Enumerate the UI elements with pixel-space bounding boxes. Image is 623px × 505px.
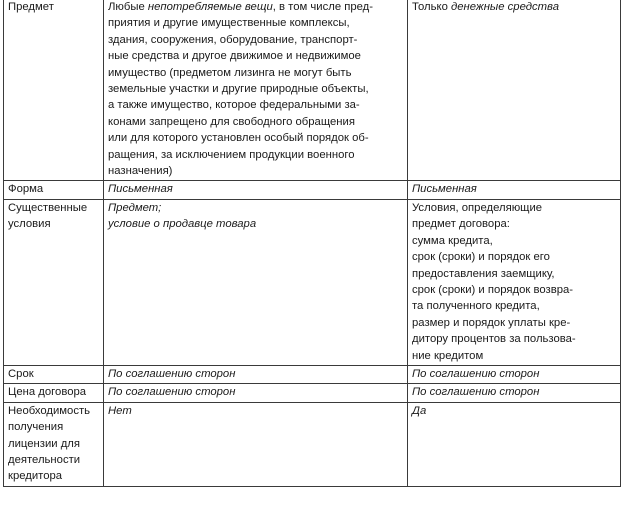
italic-text: По соглашению сторон: [108, 367, 236, 380]
table-row: [4, 0, 621, 181]
plain-text: ращения, за исключением продукции военного: [108, 148, 355, 161]
row-label-line: условия: [8, 218, 51, 231]
cell-line: [412, 331, 617, 347]
row-label-line: получения: [8, 421, 64, 434]
plain-text: Только: [412, 1, 452, 13]
cell-line: [412, 298, 617, 314]
row-label-line: Срок: [8, 367, 34, 380]
cell-line: [412, 366, 617, 382]
leasing-cell: [104, 199, 408, 365]
cell-line: [108, 65, 404, 81]
row-label-line: кредитора: [8, 470, 63, 483]
table-row: [4, 199, 621, 365]
cell-line: [412, 0, 617, 15]
credit-cell: [408, 181, 621, 199]
italic-text: По соглашению сторон: [108, 386, 236, 399]
row-label-line: лицензии для: [8, 437, 81, 450]
italic-text: непотребляемые вещи: [147, 1, 273, 13]
table-row: [4, 365, 621, 383]
cell-line: [108, 366, 404, 382]
row-label-cell: [4, 384, 104, 402]
row-label-cell: [4, 365, 104, 383]
cell-line: [412, 348, 617, 364]
row-label-line: Форма: [8, 183, 44, 196]
cell-line: [108, 114, 404, 130]
plain-text: Условия, определяющие: [412, 201, 543, 214]
comparison-table: [3, 0, 621, 487]
italic-text: По соглашению сторон: [412, 367, 540, 380]
italic-text: денежные средства: [451, 1, 559, 13]
cell-line: [108, 163, 404, 179]
cell-line: [108, 181, 404, 197]
table-row: [4, 402, 621, 486]
plain-text: предоставления заемщику,: [412, 267, 555, 280]
leasing-cell: [104, 402, 408, 486]
leasing-cell: [104, 0, 408, 181]
plain-text: размер и порядок уплаты кре-: [412, 316, 571, 329]
italic-text: По соглашению сторон: [412, 386, 540, 399]
row-label-line: Предмет: [8, 1, 54, 13]
cell-line: [108, 403, 404, 419]
plain-text: конами запрещено для свободного обращения: [108, 115, 355, 128]
plain-text: ные средства и другое движимое и недвижимое: [108, 50, 361, 63]
cell-line: [108, 81, 404, 97]
plain-text: Любые: [108, 1, 148, 13]
credit-cell: [408, 199, 621, 365]
row-label-line: Существенные: [8, 201, 88, 214]
plain-text: та полученного кредита,: [412, 300, 540, 313]
leasing-cell: [104, 384, 408, 402]
plain-text: здания, сооружения, оборудование, транспорт-: [108, 33, 358, 46]
plain-text: предмет договора:: [412, 218, 510, 231]
table-row: [4, 181, 621, 199]
cell-line: [108, 147, 404, 163]
italic-text: Нет: [108, 404, 132, 417]
cell-line: [412, 384, 617, 400]
row-label-cell: [4, 0, 104, 181]
credit-cell: [408, 402, 621, 486]
cell-line: [412, 233, 617, 249]
italic-text: Предмет;: [108, 201, 162, 214]
cell-line: [108, 15, 404, 31]
leasing-cell: [104, 365, 408, 383]
plain-text: имущество (предметом лизинга не могут быть: [108, 66, 352, 79]
plain-text: или для которого установлен особый порядок об-: [108, 132, 369, 145]
table-body: [4, 0, 621, 486]
plain-text: сумма кредита,: [412, 234, 493, 247]
cell-line: [412, 266, 617, 282]
cell-line: [108, 97, 404, 113]
credit-cell: [408, 365, 621, 383]
cell-line: [108, 384, 404, 400]
cell-line: [108, 200, 404, 216]
cell-line: [412, 181, 617, 197]
row-label-cell: [4, 181, 104, 199]
row-label-cell: [4, 199, 104, 365]
credit-cell: [408, 0, 621, 181]
cell-line: [412, 200, 617, 216]
cell-line: [108, 130, 404, 146]
plain-text: , в том числе пред-: [272, 1, 374, 13]
italic-text: Письменная: [412, 183, 477, 196]
credit-cell: [408, 384, 621, 402]
cell-line: [108, 216, 404, 232]
cell-line: [412, 216, 617, 232]
cell-line: [412, 249, 617, 265]
plain-text: ние кредитом: [412, 349, 484, 362]
table-row: [4, 384, 621, 402]
italic-text: условие о продавце товара: [108, 218, 257, 231]
plain-text: приятия и другие имущественные комплексы,: [108, 17, 350, 30]
cell-line: [412, 403, 617, 419]
italic-text: Да: [412, 404, 427, 417]
cell-line: [108, 0, 404, 15]
leasing-cell: [104, 181, 408, 199]
row-label-cell: [4, 402, 104, 486]
cell-line: [108, 48, 404, 64]
plain-text: дитору процентов за пользова-: [412, 333, 576, 346]
plain-text: земельные участки и другие природные объекты,: [108, 83, 369, 96]
row-label-line: Цена договора: [8, 386, 87, 399]
row-label-line: Необходимость: [8, 404, 91, 417]
cell-line: [412, 315, 617, 331]
plain-text: срок (сроки) и порядок его: [412, 251, 550, 264]
cell-line: [108, 32, 404, 48]
plain-text: назначения): [108, 165, 173, 178]
row-label-line: деятельности: [8, 453, 81, 466]
plain-text: а также имущество, которое федеральными за-: [108, 99, 360, 112]
plain-text: срок (сроки) и порядок возвра-: [412, 283, 574, 296]
cell-line: [412, 282, 617, 298]
italic-text: Письменная: [108, 183, 173, 196]
